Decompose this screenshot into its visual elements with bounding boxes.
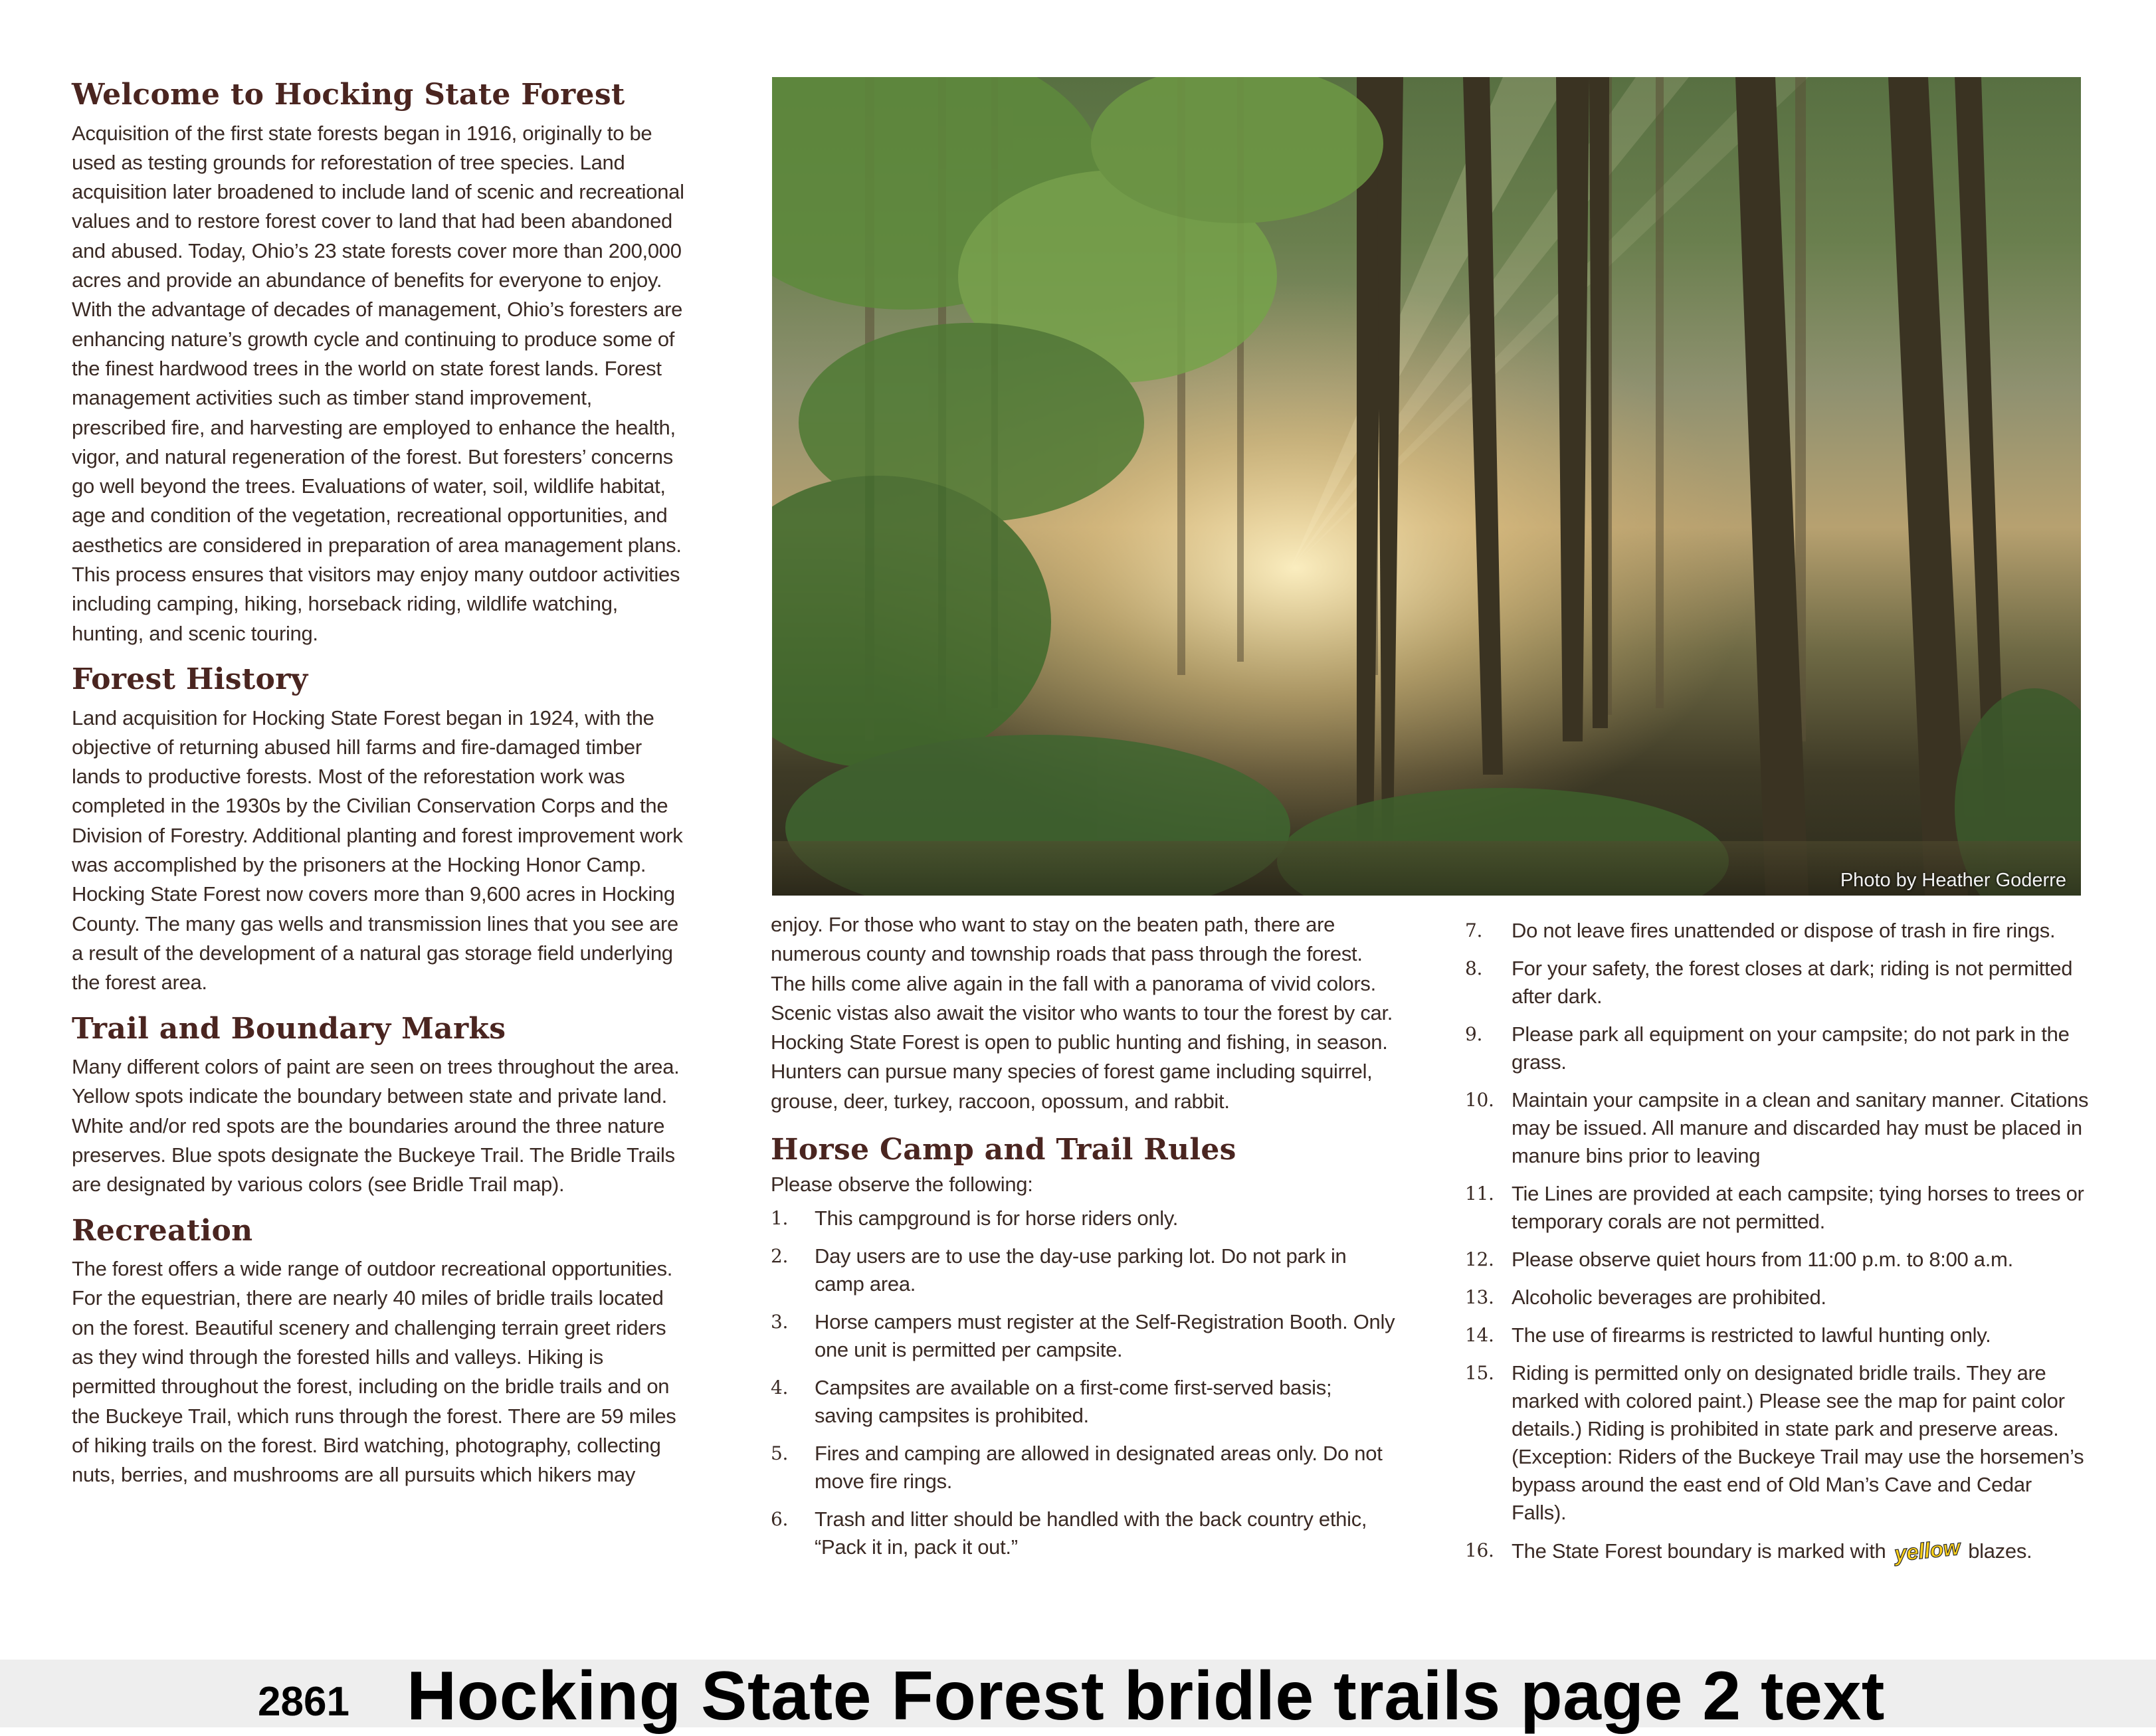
rule-item — [1465, 1246, 2090, 1274]
rule-item — [771, 1205, 1395, 1232]
rule-number: 10. — [1465, 1089, 1494, 1111]
rule-item — [1465, 1180, 2090, 1236]
rule-16-text-before: The State Forest boundary is marked with — [1512, 1539, 1886, 1563]
rule-number: 6. — [771, 1507, 789, 1530]
rule-text: For your safety, the forest closes at dark; riding is not permitted after dark. — [1512, 957, 2073, 1008]
rules-list-part-1 — [771, 1205, 1395, 1561]
rule-number: 1. — [771, 1206, 789, 1229]
marks-heading: Trail and Boundary Marks — [72, 1011, 506, 1046]
rule-number: 2. — [771, 1244, 789, 1267]
rule-number: 5. — [771, 1442, 789, 1464]
rule-item — [1465, 1321, 2090, 1349]
rule-16-text-after: blazes. — [1968, 1539, 2032, 1563]
welcome-text: Acquisition of the first state forests began in 1916, originally to be used as testing grounds for reforestation of tree species. Land acquisition later broadened to include land of scenic and recreational values and to restore forest cover to land that had been abandoned and abused. Today, Ohio’s 23 state forests cover more than 200,000 acres and provide an abundance of benefits for everyone to enjoy. With the advantage of decades of management, Ohio’s foresters are enhancing nature’s growth cycle and continuing to produce some of the finest hardwood trees in the world on state forest lands. Forest management activities such as timber stand improvement, prescribed fire, and harvesting are employed to enhance the health, vigor, and natural regeneration of the forest. But foresters’ concerns go well beyond the trees. Evaluations of water, soil, wildlife habitat, age and condition of the vegetation, recreational opportunities, and aesthetics are considered in preparation of area management plans. This process ensures that visitors may enjoy many outdoor activities including camping, hiking, horseback riding, wildlife watching, hunting, and scenic touring. — [72, 121, 684, 645]
footer-title: Hocking State Forest bridle trails page 2 text — [407, 1658, 1885, 1735]
footer-bar — [0, 1658, 2156, 1735]
rule-text — [1512, 1534, 2090, 1567]
rule-item — [1465, 917, 2090, 945]
history-text: Land acquisition for Hocking State Forest began in 1924, with the objective of returning abused hill farms and fire-damaged timber lands to productive forests. Most of the reforestation work was completed in the 1930s by the Civilian Conservation Corps and the Division of Forestry. Additional planting and forest improvement work was accomplished by the prisoners at the Hocking Honor Camp. Hocking State Forest now covers more than 9,600 acres in Hocking County. The many gas wells and transmission lines that you see are a result of the development of a natural gas storage field underlying the forest area. — [72, 706, 683, 995]
recreation-heading: Recreation — [72, 1213, 253, 1248]
yellow-blaze-word: yellow — [1893, 1534, 1961, 1567]
rule-item — [771, 1242, 1395, 1298]
right-column — [1465, 917, 2090, 1575]
rule-number: 15. — [1465, 1362, 1494, 1384]
rule-item — [771, 1505, 1395, 1561]
rule-text: The use of firearms is restricted to lawful hunting only. — [1512, 1323, 1991, 1347]
rule-item — [1465, 1020, 2090, 1076]
footer-page-number: 2861 — [258, 1679, 349, 1725]
rule-text: This campground is for horse riders only. — [815, 1206, 1179, 1230]
rule-number: 14. — [1465, 1324, 1494, 1346]
rule-text: Fires and camping are allowed in designated areas only. Do not move fire rings. — [815, 1441, 1383, 1493]
rule-text: Trash and litter should be handled with the back country ethic, “Pack it in, pack it out.” — [815, 1507, 1367, 1559]
rule-number: 12. — [1465, 1248, 1494, 1270]
photo-credit: Photo by Heather Goderre — [1840, 870, 2066, 891]
rule-number: 7. — [1465, 919, 1483, 941]
rule-text: Maintain your campsite in a clean and sanitary manner. Citations may be issued. All manure and discarded hay must be placed in manure bins prior to leaving — [1512, 1088, 2089, 1167]
rule-item — [771, 1440, 1395, 1495]
rule-item — [1465, 1534, 2090, 1567]
rule-item — [1465, 1284, 2090, 1311]
rule-number: 4. — [771, 1376, 789, 1398]
history-heading: Forest History — [72, 662, 308, 696]
recreation-text-continued: enjoy. For those who want to stay on the beaten path, there are numerous county and township roads that pass through the forest. The hills come alive again in the fall with a panorama of vivid colors. Scenic vistas also await the visitor who wants to tour the forest by car. Hocking State Forest is open to public hunting and fishing, in season. Hunters can pursue many species of forest game including squirrel, grouse, deer, turkey, raccoon, opossum, and rabbit. — [771, 913, 1393, 1113]
forest-photo — [772, 77, 2081, 896]
rule-text: Horse campers must register at the Self-Registration Booth. Only one unit is permitted per campsite. — [815, 1309, 1395, 1361]
rule-item — [771, 1308, 1395, 1364]
rule-text: Alcoholic beverages are prohibited. — [1512, 1286, 1826, 1309]
forest-photo-illustration — [772, 77, 2081, 896]
welcome-heading: Welcome to Hocking State Forest — [72, 78, 625, 112]
rule-text: Campsites are available on a first-come first-served basis; saving campsites is prohibited. — [815, 1375, 1332, 1427]
rule-text: Tie Lines are provided at each campsite; tying horses to trees or temporary corals are not permitted. — [1512, 1182, 2084, 1233]
rule-text: Please observe quiet hours from 11:00 p.m. to 8:00 a.m. — [1512, 1248, 2013, 1271]
left-column — [72, 78, 690, 1505]
rule-number: 9. — [1465, 1023, 1483, 1045]
rule-text: Day users are to use the day-use parking lot. Do not park in camp area. — [815, 1244, 1347, 1296]
rule-item — [1465, 1086, 2090, 1170]
rule-item — [1465, 955, 2090, 1011]
rules-intro: Please observe the following: — [771, 1172, 1033, 1196]
rule-number: 3. — [771, 1310, 789, 1333]
rule-number: 13. — [1465, 1286, 1494, 1308]
marks-text: Many different colors of paint are seen on trees throughout the area. Yellow spots indicate the boundary between state and private land. White and/or red spots are the boundaries around the three nature preserves. Blue spots designate the Buckeye Trail. The Bridle Trails are designated by various colors (see Bridle Trail map). — [72, 1055, 680, 1197]
rule-number: 16. — [1465, 1539, 1494, 1561]
rule-number: 8. — [1465, 957, 1483, 979]
rules-list-part-2 — [1465, 917, 2090, 1565]
rule-number: 11. — [1465, 1183, 1494, 1205]
rules-heading: Horse Camp and Trail Rules — [771, 1133, 1236, 1167]
recreation-text: The forest offers a wide range of outdoor recreational opportunities. For the equestrian, there are nearly 40 miles of bridle trails located on the forest. Beautiful scenery and challenging terrain greet riders as they wind through the forested hills and valleys. Hiking is permitted throughout the forest, including on the bridle trails and on the Buckeye Trail, which runs through the forest. There are 59 miles of hiking trails on the forest. Bird watching, photography, collecting nuts, berries, and mushrooms are all pursuits which hikers may — [72, 1257, 676, 1487]
middle-column — [771, 910, 1395, 1571]
rule-item — [771, 1374, 1395, 1430]
rule-text: Riding is permitted only on designated bridle trails. They are marked with colored paint.) Please see the map for paint color details.) Riding is prohibited in state park and preserve areas. (Exception: Riders of the Buckeye Trail may use the horsemen’s bypass around the east end of Old Man’s Cave and Cedar Falls). — [1512, 1361, 2084, 1524]
rule-item — [1465, 1359, 2090, 1527]
rule-text: Do not leave fires unattended or dispose of trash in fire rings. — [1512, 919, 2056, 942]
rule-text: Please park all equipment on your campsite; do not park in the grass. — [1512, 1022, 2070, 1074]
